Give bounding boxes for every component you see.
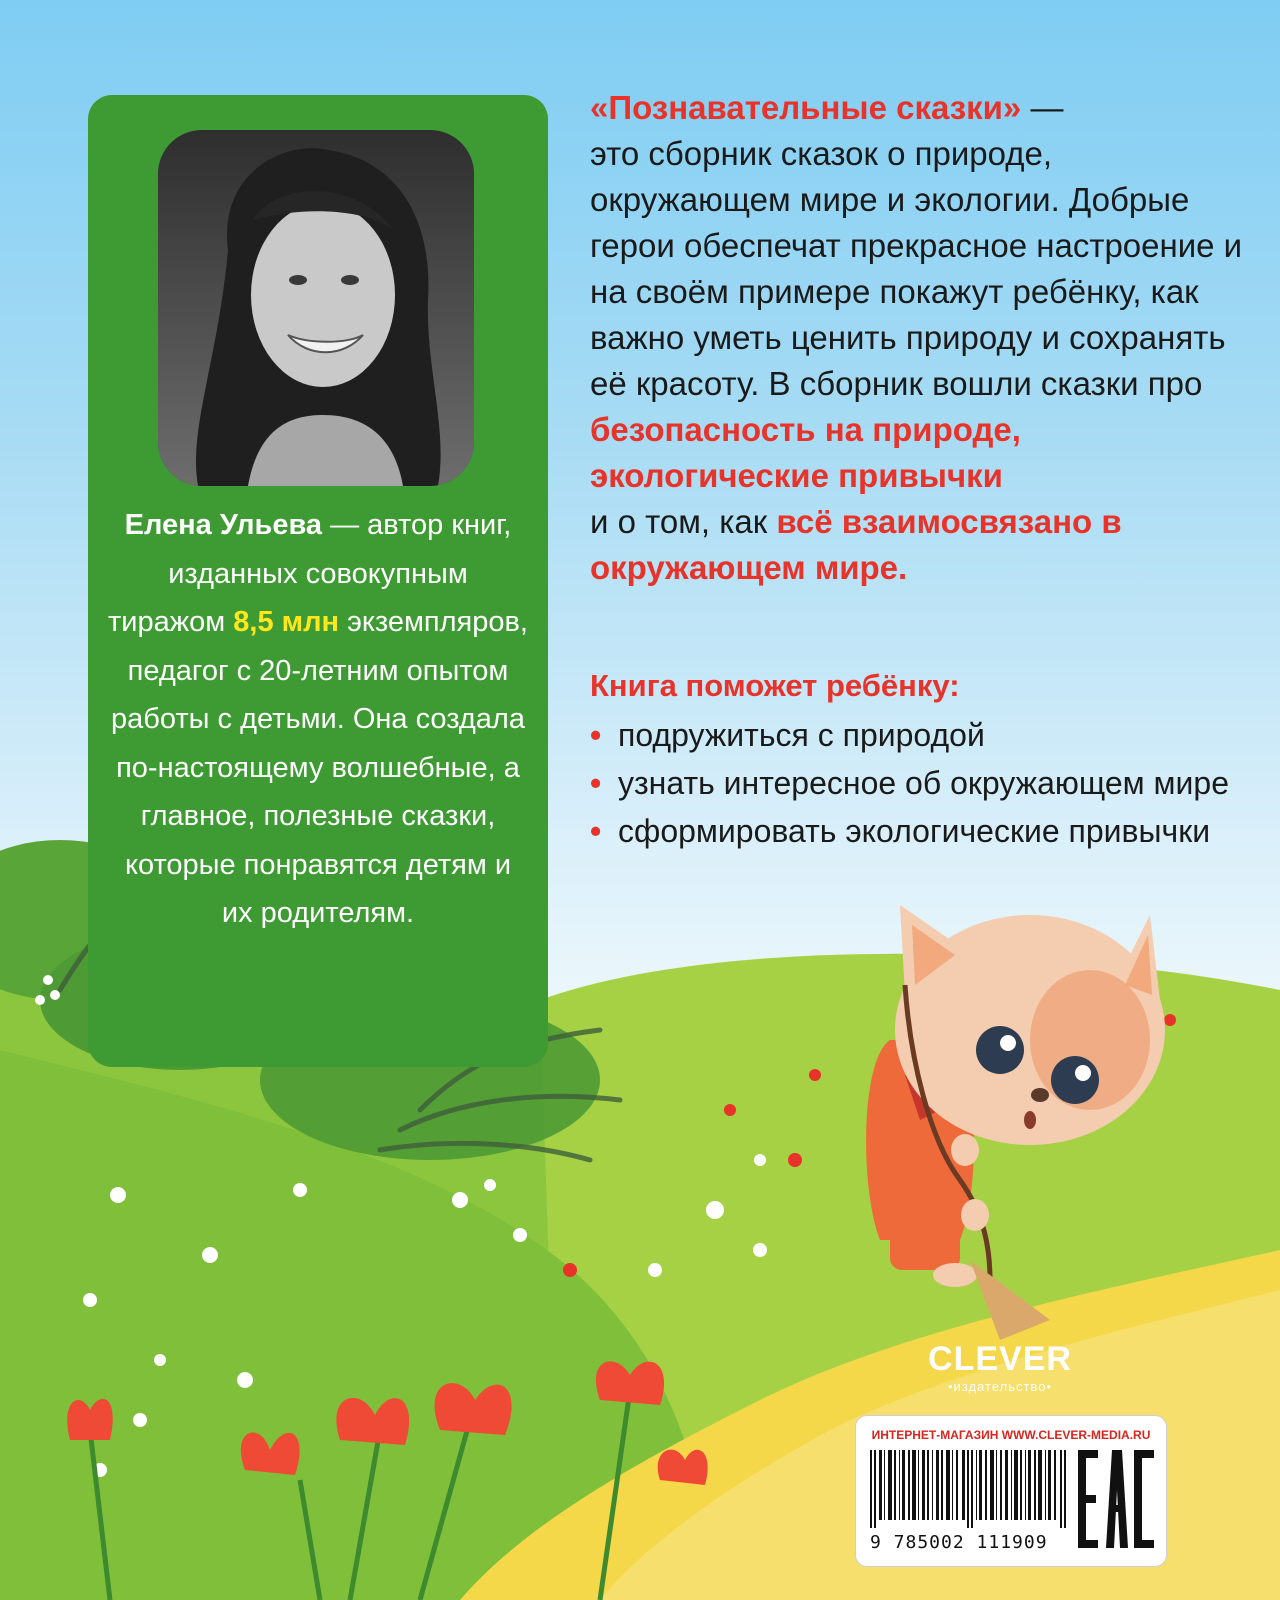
helps-list <box>590 715 1230 859</box>
author-panel <box>88 95 548 1067</box>
barcode-box <box>855 1415 1167 1567</box>
series-title: «Познавательные сказки» <box>590 89 1022 126</box>
author-bio-part-1: — автор книг, изданных совокупным тиражом <box>108 509 512 638</box>
author-bio <box>106 501 530 938</box>
description-text-1: это сборник сказок о природе, окружающем мире и экологии. Добрые герои обеспечат прекрасное настроение и на своём примере покажут ребёнку, как важно уметь ценить природу и сохранять её красоту. В сборник вошли сказки про <box>590 135 1243 402</box>
author-photo <box>158 130 474 486</box>
barcode-icon <box>870 1450 1068 1528</box>
bullet-icon: • <box>590 717 602 753</box>
author-name: Елена Ульева <box>124 509 323 541</box>
author-bio-part-2: экземпляров, педагог с 20-летним опытом работы с детьми. Она создала по-настоящему волшебные, а главное, полезные сказки, которые понравятся детям и их родителям. <box>111 606 528 929</box>
list-item-text: сформировать экологические привычки <box>618 813 1211 849</box>
list-item <box>590 715 1230 755</box>
book-description <box>590 85 1250 591</box>
publisher-subtitle: •издательство• <box>948 1379 1052 1394</box>
description-highlight-2: всё взаимосвязано в окружающем мире. <box>590 503 1122 586</box>
eac-mark <box>1078 1450 1154 1548</box>
helps-heading: Книга поможет ребёнку: <box>590 668 960 703</box>
list-item <box>590 811 1230 851</box>
publisher-logo <box>920 1340 1080 1394</box>
bullet-icon: • <box>590 813 602 849</box>
shop-url: ИНТЕРНЕТ-МАГАЗИН WWW.CLEVER-MEDIA.RU <box>871 1428 1151 1442</box>
list-item-text: узнать интересное об окружающем мире <box>618 765 1229 801</box>
bullet-icon: • <box>590 765 602 801</box>
list-item <box>590 763 1230 803</box>
description-text-2: и о том, как <box>590 503 777 540</box>
list-item-text: подружиться с природой <box>618 717 985 753</box>
publisher-name: CLEVER <box>928 1340 1072 1378</box>
series-title-dash: — <box>1021 89 1064 126</box>
description-highlight-1: безопасность на природе, экологические привычки <box>590 411 1021 494</box>
circulation-highlight: 8,5 млн <box>233 606 340 638</box>
isbn-number: 9 785002 111909 <box>870 1532 1048 1553</box>
